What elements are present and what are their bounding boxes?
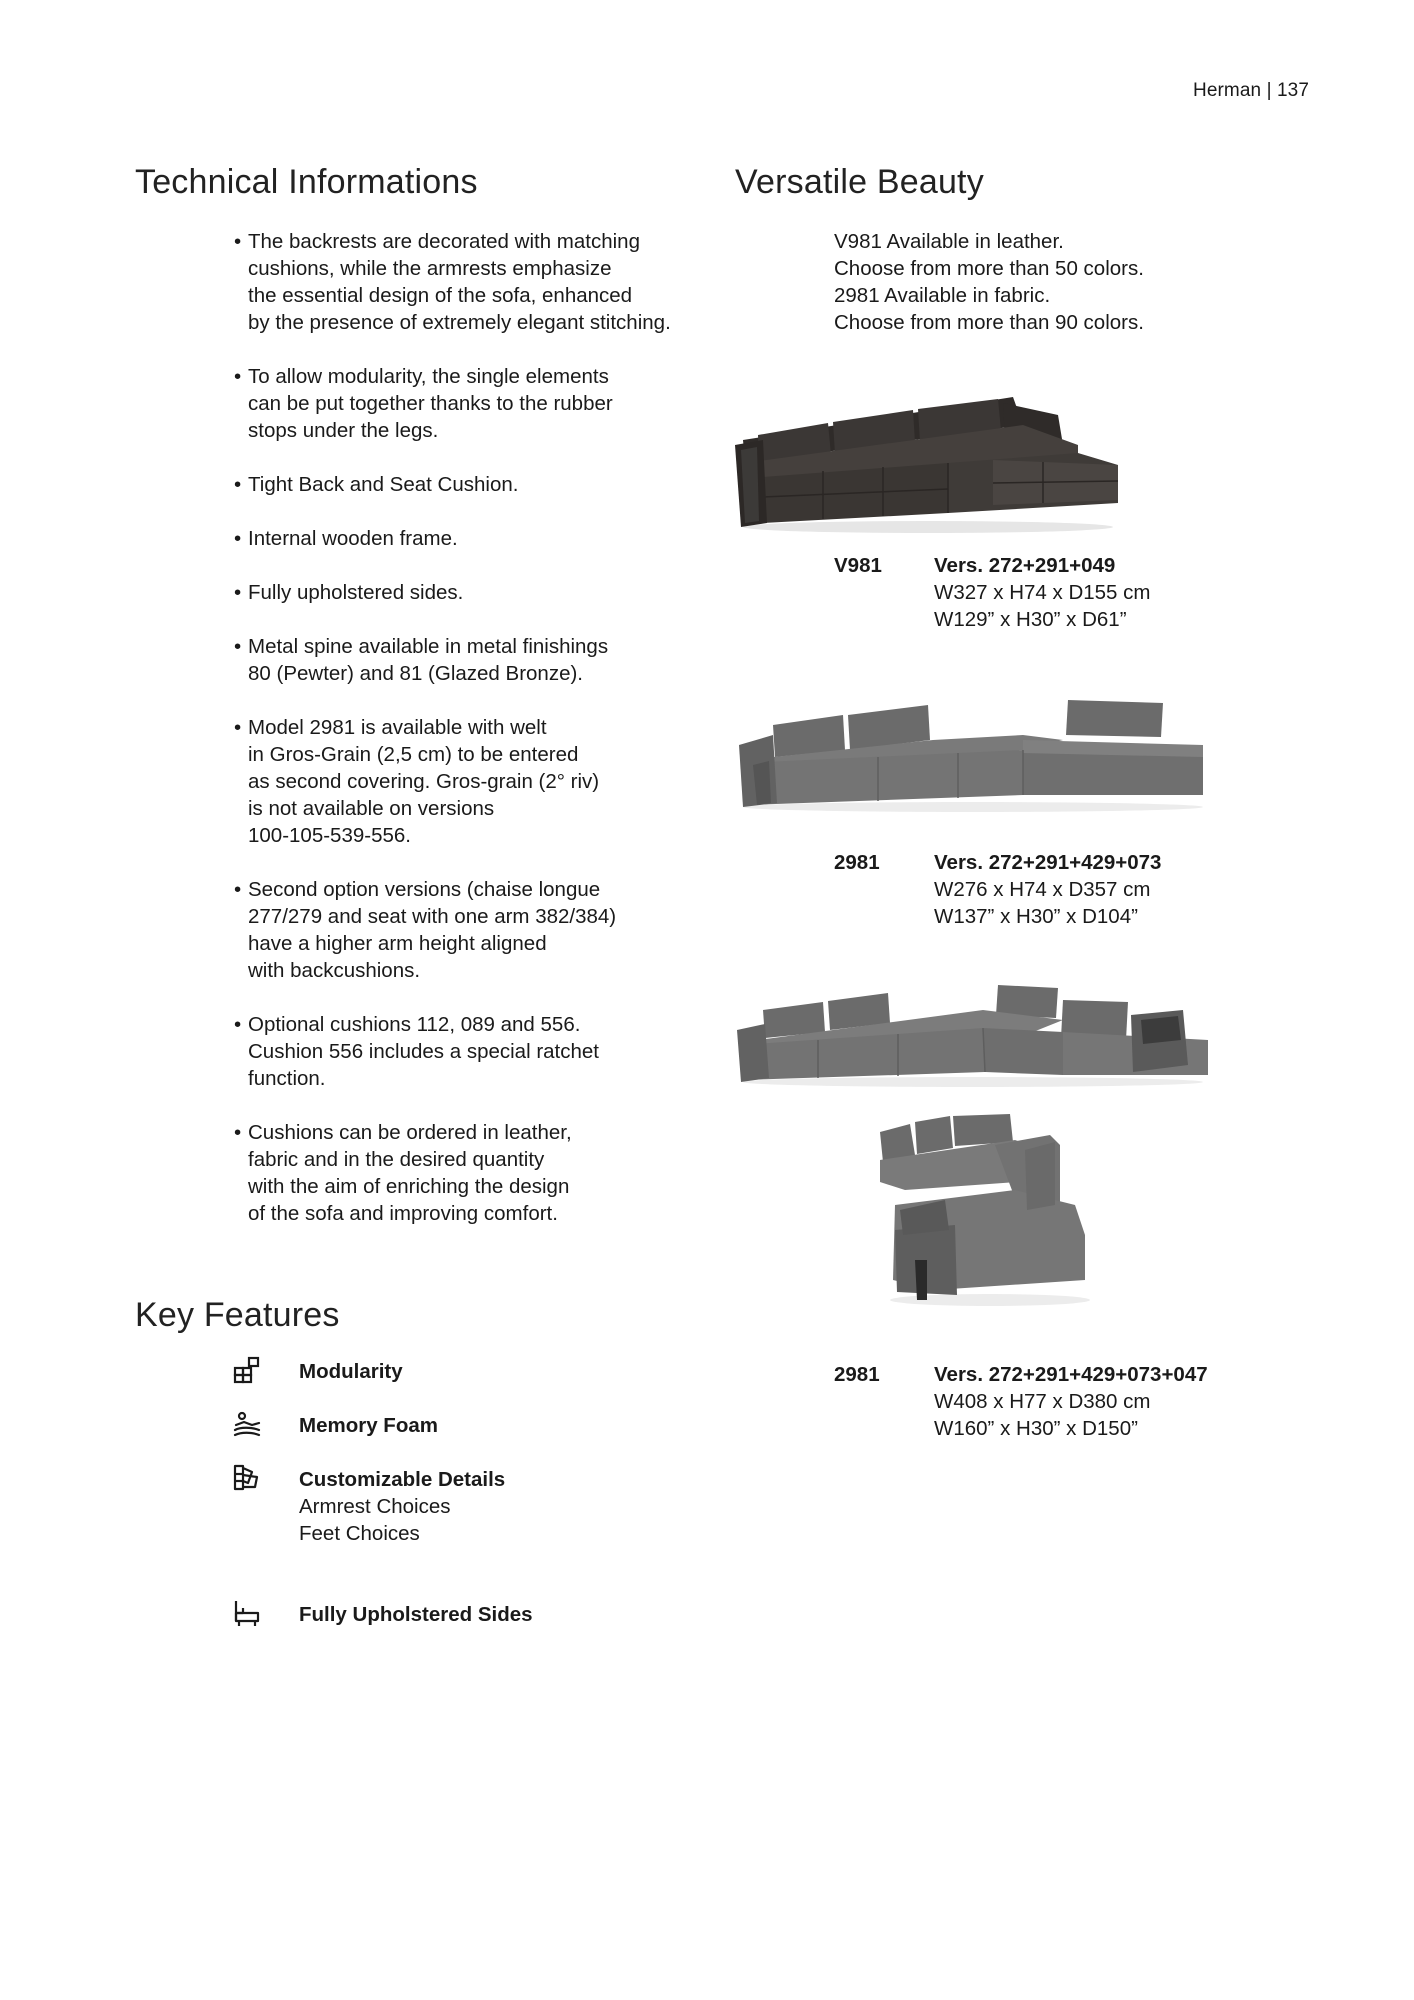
technical-informations-title: Technical Informations <box>135 163 478 201</box>
memory-foam-icon <box>232 1409 262 1439</box>
bullet-item: • Internal wooden frame. <box>232 525 722 552</box>
feature-sub-feet: Feet Choices <box>299 1522 420 1545</box>
key-features-title: Key Features <box>135 1296 340 1334</box>
bullet-item: • Metal spine available in metal finishings 80 (Pewter) and 81 (Glazed Bronze). <box>232 633 722 687</box>
modularity-icon <box>232 1355 262 1385</box>
technical-bullet-list <box>232 228 722 1254</box>
model-code: 2981 <box>834 851 880 874</box>
feature-label: Customizable Details <box>299 1468 506 1491</box>
versatile-intro: V981 Available in leather. Choose from more than 50 colors. 2981 Available in fabric. Choose from more than 90 colors. <box>834 230 1144 334</box>
dimensions-inches: W160” x H30” x D150” <box>934 1417 1138 1440</box>
upholstered-sides-icon <box>232 1598 262 1628</box>
customizable-icon <box>232 1463 262 1493</box>
bullet-item: • Fully upholstered sides. <box>232 579 722 606</box>
version-code: Vers. 272+291+049 <box>934 554 1116 577</box>
bullet-item: • The backrests are decorated with matching cushions, while the armrests emphasize the essential design of the sofa, enhanced by the presence of extremely elegant stitching. <box>232 228 722 336</box>
bullet-item: • To allow modularity, the single elements can be put together thanks to the rubber stops under the legs. <box>232 363 722 444</box>
bullet-item: • Optional cushions 112, 089 and 556. Cushion 556 includes a special ratchet function. <box>232 1011 722 1092</box>
sofa-image-2981-c <box>875 1110 1095 1310</box>
versatile-beauty-title: Versatile Beauty <box>735 163 984 201</box>
feature-label: Fully Upholstered Sides <box>299 1603 533 1626</box>
feature-sub-armrest: Armrest Choices <box>299 1495 451 1518</box>
dimensions-inches: W129” x H30” x D61” <box>934 608 1127 631</box>
page-header: Herman | 137 <box>1193 80 1309 101</box>
bullet-item: • Second option versions (chaise longue 277/279 and seat with one arm 382/384) have a higher arm height aligned with backcushions. <box>232 876 722 984</box>
dimensions-cm: W276 x H74 x D357 cm <box>934 878 1151 901</box>
model-code: 2981 <box>834 1363 880 1386</box>
sofa-image-v981 <box>733 385 1123 535</box>
sofa-image-2981-a <box>733 695 1213 815</box>
feature-label: Memory Foam <box>299 1414 438 1437</box>
version-code: Vers. 272+291+429+073 <box>934 851 1162 874</box>
model-code: V981 <box>834 554 882 577</box>
bullet-item: • Tight Back and Seat Cushion. <box>232 471 722 498</box>
dimensions-cm: W327 x H74 x D155 cm <box>934 581 1151 604</box>
dimensions-inches: W137” x H30” x D104” <box>934 905 1138 928</box>
sofa-image-2981-b <box>733 980 1213 1090</box>
bullet-item: • Model 2981 is available with welt in Gros-Grain (2,5 cm) to be entered as second covering. Gros-grain (2° riv) is not available on versions 100-105-539-556. <box>232 714 722 849</box>
feature-label: Modularity <box>299 1360 403 1383</box>
version-code: Vers. 272+291+429+073+047 <box>934 1363 1208 1386</box>
bullet-item: • Cushions can be ordered in leather, fabric and in the desired quantity with the aim of enriching the design of the sofa and improving comfort. <box>232 1119 722 1227</box>
dimensions-cm: W408 x H77 x D380 cm <box>934 1390 1151 1413</box>
